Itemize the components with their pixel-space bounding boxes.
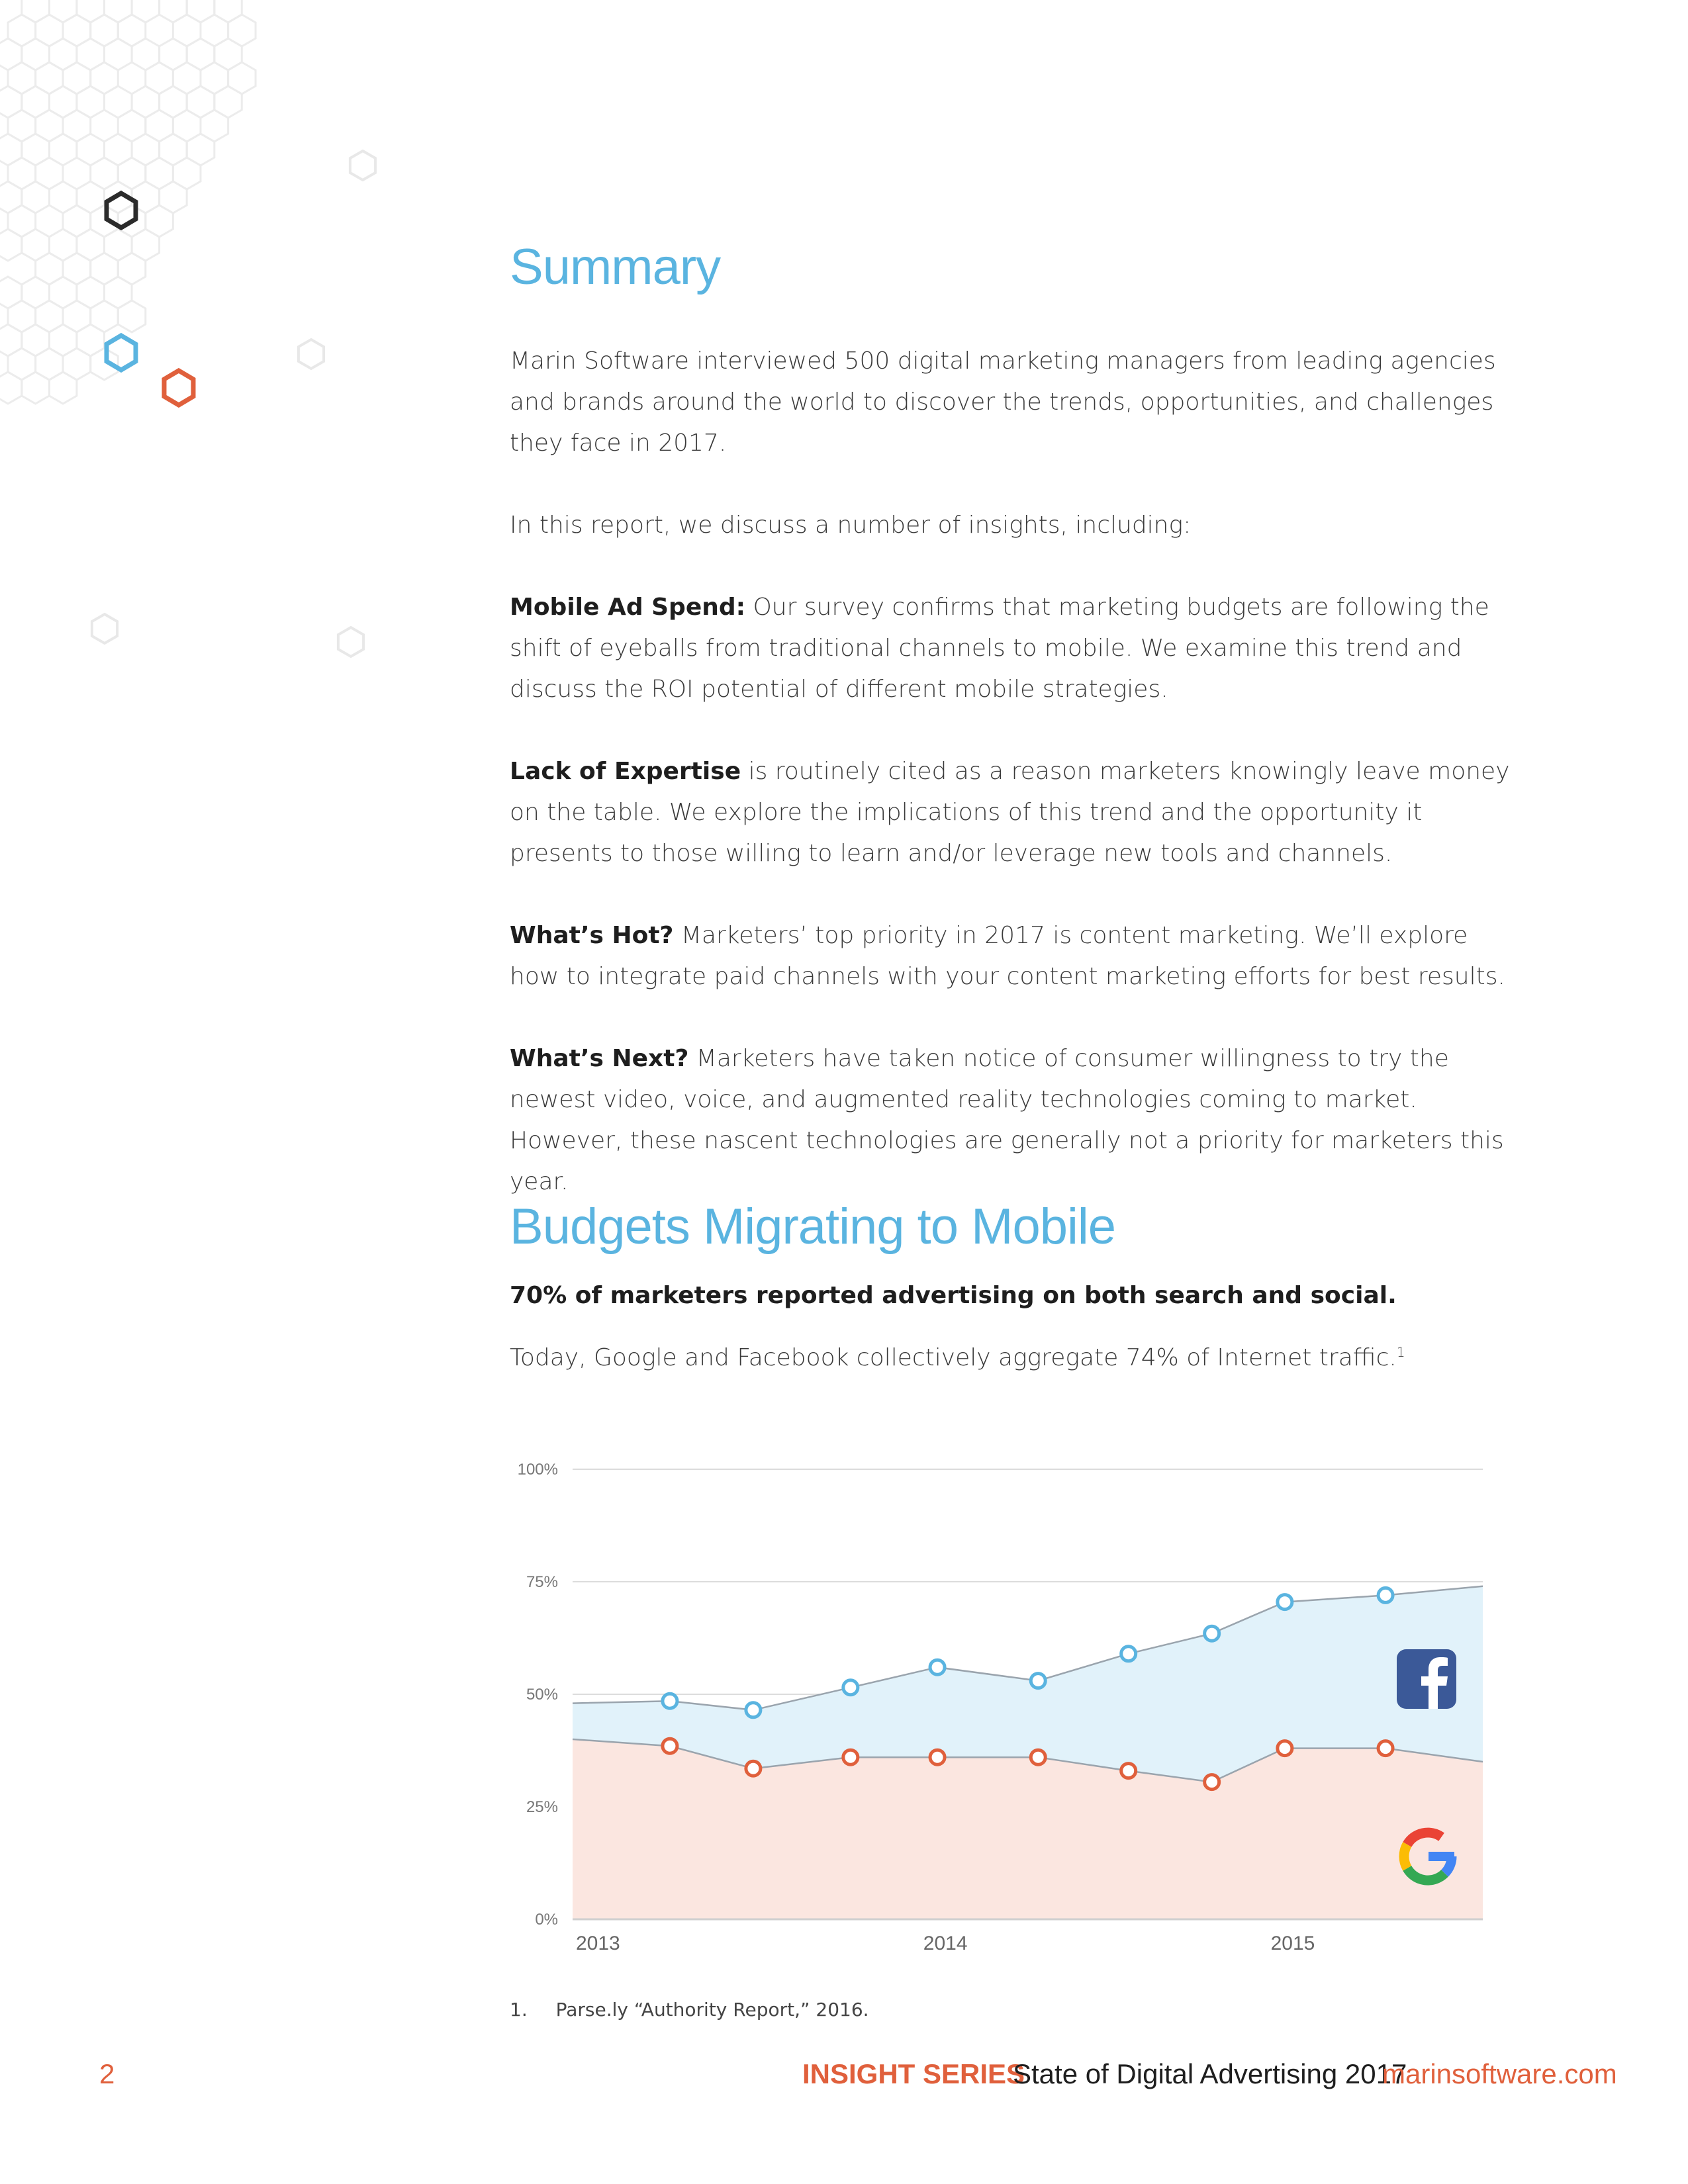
google-data-point [1031,1750,1045,1764]
hexagon-pattern [0,0,410,662]
mobile-ad-spend-paragraph [510,587,1516,710]
hexagon-pattern-cell [49,372,77,404]
facebook-data-point [746,1703,761,1717]
facebook-data-point [843,1680,858,1695]
lack-of-expertise-paragraph [510,751,1516,874]
hexagon-pattern-cell [0,38,22,70]
google-data-point [1278,1741,1292,1756]
summary-section [510,238,1516,296]
google-data-point [663,1739,677,1753]
hexagon-pattern-cell [0,324,22,356]
footer-site-link[interactable]: marinsoftware.com [1382,2058,1617,2089]
footnote-text: Parse.ly “Authority Report,” 2016. [555,1999,869,2021]
footer-title: State of Digital Advertising 2017 [1013,2058,1407,2089]
hexagon-pattern-cell [160,0,187,23]
hexagon-orange-icon [164,371,193,405]
lack-of-expertise-text: is routinely cited as a reason marketers knowingly leave money on the table. We explore the implications of this trend and the opportunity it presents to those willing to learn and/or leverage new tools and channels. [510,758,1510,867]
hexagon-pattern-cell [299,340,324,369]
facebook-data-point [1031,1674,1045,1688]
hexagon-pattern-cell [0,134,22,165]
footnote-number: 1. [510,1999,528,2021]
hexagon-pattern-cell [132,0,160,23]
hexagon-pattern-cell [214,0,242,23]
footer-series: INSIGHT SERIES [802,2058,1025,2089]
google-data-point [1121,1764,1136,1778]
y-tick-label: 75% [526,1573,558,1591]
y-tick-label: 50% [526,1686,558,1704]
traffic-share-chart [503,1443,1496,1959]
google-data-point [746,1761,761,1776]
google-area [573,1739,1483,1919]
whats-next-paragraph [510,1038,1516,1203]
hexagon-pattern-cell [187,0,214,23]
facebook-logo-icon [1397,1649,1456,1709]
hexagon-pattern-cell [0,181,22,213]
summary-body [510,341,1516,1203]
facebook-data-point [1121,1647,1136,1661]
facebook-data-point [1378,1588,1393,1602]
page-number: 2 [99,2058,115,2089]
x-tick-label: 2015 [1270,1933,1315,1954]
google-data-point [1378,1741,1393,1756]
hexagon-pattern-cell [350,151,375,180]
hexagon-pattern-cell [0,229,22,261]
hexagon-pattern-cell [77,0,105,23]
whats-next-lead: What’s Next? [510,1045,689,1072]
y-tick-label: 100% [517,1461,558,1479]
footnote-marker: 1 [1396,1344,1405,1360]
intro-paragraph: Marin Software interviewed 500 digital marketing managers from leading agencies and brands around the world to discover the trends, opportunities, and challenges they face in 2017. [510,347,1496,457]
facebook-data-point [930,1660,945,1674]
google-data-point [930,1750,945,1764]
budgets-section [510,1198,1516,1379]
mobile-ad-spend-text: Our survey confirms that marketing budgets are following the shift of eyeballs from traditional channels to mobile. We examine this trend and discuss the ROI potential of different mobile strategies. [510,594,1489,703]
budgets-heading: Budgets Migrating to Mobile [510,1199,1116,1255]
hexagon-pattern-cell [49,0,77,23]
y-tick-label: 25% [526,1798,558,1816]
whats-next-text: Marketers have taken notice of consumer willingness to try the newest video, voice, and augmented reality technologies coming to market. However, these nascent technologies are generally not a priority for marketers this year. [510,1045,1504,1195]
footnote [510,1999,869,2021]
x-tick-label: 2014 [923,1933,968,1954]
y-tick-label: 0% [535,1911,558,1929]
facebook-data-point [663,1694,677,1708]
facebook-data-point [1205,1626,1219,1641]
hexagon-pattern-cell [22,0,50,23]
hexagon-pattern-cell [0,277,22,308]
insights-intro: In this report, we discuss a number of insights, including: [510,512,1192,539]
hexagon-pattern-cell [338,627,363,657]
google-data-point [1205,1775,1219,1790]
mobile-ad-spend-lead: Mobile Ad Spend: [510,594,746,621]
lack-of-expertise-lead: Lack of Expertise [510,758,741,785]
traffic-paragraph [510,1332,1516,1379]
hexagon-pattern-cell [0,86,22,118]
whats-hot-text: Marketers’ top priority in 2017 is content marketing. We’ll explore how to integrate paid channels with your content marketing efforts for best results. [510,922,1505,990]
hexagon-pattern-cell [105,0,132,23]
whats-hot-paragraph [510,915,1516,997]
budgets-stat: 70% of marketers reported advertising on both search and social. [510,1282,1397,1309]
hexagon-pattern-cell [118,300,146,332]
hexagon-pattern-cell [22,372,50,404]
hexagon-pattern-cell [92,614,117,643]
hexagon-pattern-cell [0,372,22,404]
google-data-point [843,1750,858,1764]
summary-heading: Summary [510,239,721,295]
x-tick-label: 2013 [576,1933,620,1954]
facebook-data-point [1278,1595,1292,1610]
whats-hot-lead: What’s Hot? [510,922,674,949]
traffic-text: Today, Google and Facebook collectively aggregate 74% of Internet traffic. [510,1344,1397,1371]
